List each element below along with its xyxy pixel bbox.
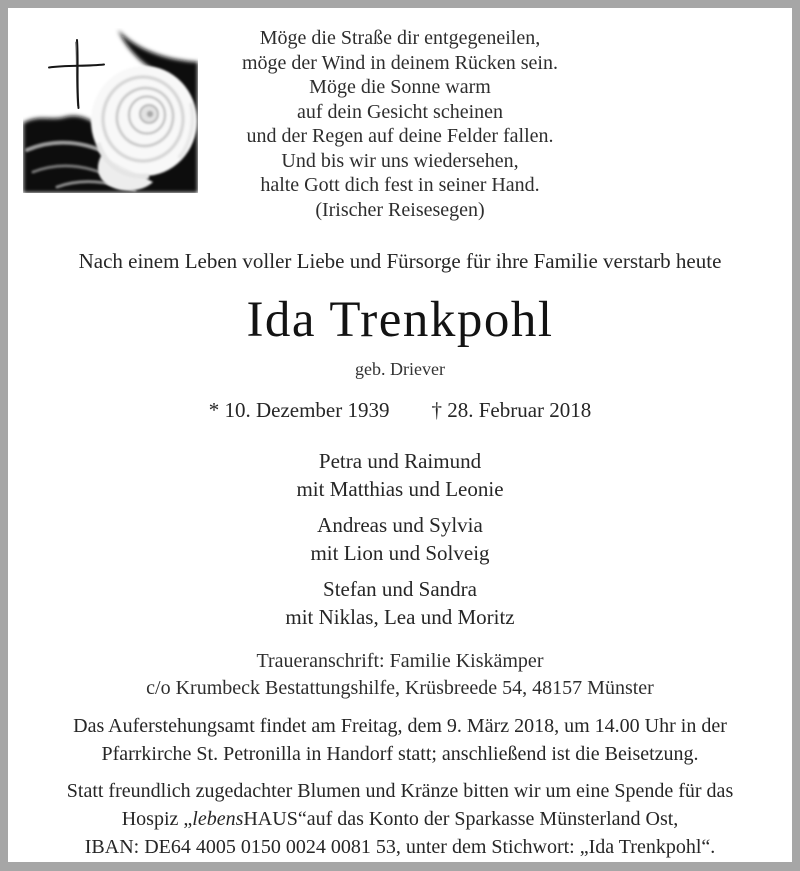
hospice-name-italic: lebens xyxy=(192,808,244,830)
rose-and-cross-image xyxy=(23,28,198,193)
family-names-line: Stefan und Sandra xyxy=(323,577,477,601)
obituary-page xyxy=(8,8,792,862)
donation-info-line xyxy=(8,805,792,833)
family-children-line: mit Lion und Solveig xyxy=(310,541,490,565)
donation-prefix: Hospiz „ xyxy=(121,808,193,830)
family-children-line: mit Matthias und Leonie xyxy=(296,477,504,501)
donation-suffix: HAUS“auf das Konto der Sparkasse Münsterland Ost, xyxy=(243,808,679,830)
family-group xyxy=(8,575,792,631)
announcement-intro: Nach einem Leben voller Liebe und Fürsorge für ihre Familie verstarb heute xyxy=(78,249,722,273)
family-group xyxy=(8,511,792,567)
poem-line: Möge die Straße dir entgegeneilen, xyxy=(259,27,541,49)
poem-line: auf dein Gesicht scheinen xyxy=(296,100,504,123)
death-date: † 28. Februar 2018 xyxy=(431,398,592,422)
mourning-address xyxy=(8,648,792,702)
poem-attribution: (Irischer Reisesegen) xyxy=(315,198,485,221)
birth-date: * 10. Dezember 1939 xyxy=(208,398,390,422)
mourning-address-line: Traueranschrift: Familie Kiskämper xyxy=(256,650,544,672)
family-children-line: mit Niklas, Lea und Moritz xyxy=(285,605,515,629)
donation-info xyxy=(8,777,792,861)
memorial-photo xyxy=(23,28,198,193)
service-info-line: Das Auferstehungsamt findet am Freitag, dem 9. März 2018, um 14.00 Uhr in der xyxy=(73,715,727,737)
service-info xyxy=(8,712,792,768)
family-names-line: Andreas und Sylvia xyxy=(317,513,483,537)
service-info-line: Pfarrkirche St. Petronilla in Handorf statt; anschließend ist die Beisetzung. xyxy=(101,743,699,765)
family-names-line: Petra und Raimund xyxy=(318,449,482,473)
poem-line: und der Regen auf deine Felder fallen. xyxy=(246,125,554,147)
maiden-name: geb. Driever xyxy=(355,359,445,379)
poem-line: Und bis wir uns wiedersehen, xyxy=(281,149,519,172)
poem-line: halte Gott dich fest in seiner Hand. xyxy=(260,174,540,196)
poem-line: möge der Wind in deinem Rücken sein. xyxy=(242,51,558,74)
donation-iban-line: IBAN: DE64 4005 0150 0024 0081 53, unter dem Stichwort: „Ida Trenkpohl“. xyxy=(84,836,716,858)
family-group xyxy=(8,447,792,503)
donation-info-line: Statt freundlich zugedachter Blumen und Kränze bitten wir um eine Spende für das xyxy=(66,780,734,802)
poem-line: Möge die Sonne warm xyxy=(309,76,491,98)
deceased-name: Ida Trenkpohl xyxy=(246,292,554,348)
mourning-address-line: c/o Krumbeck Bestattungshilfe, Krüsbreede 54, 48157 Münster xyxy=(146,677,654,699)
life-dates xyxy=(8,397,792,423)
family-list xyxy=(8,447,792,631)
